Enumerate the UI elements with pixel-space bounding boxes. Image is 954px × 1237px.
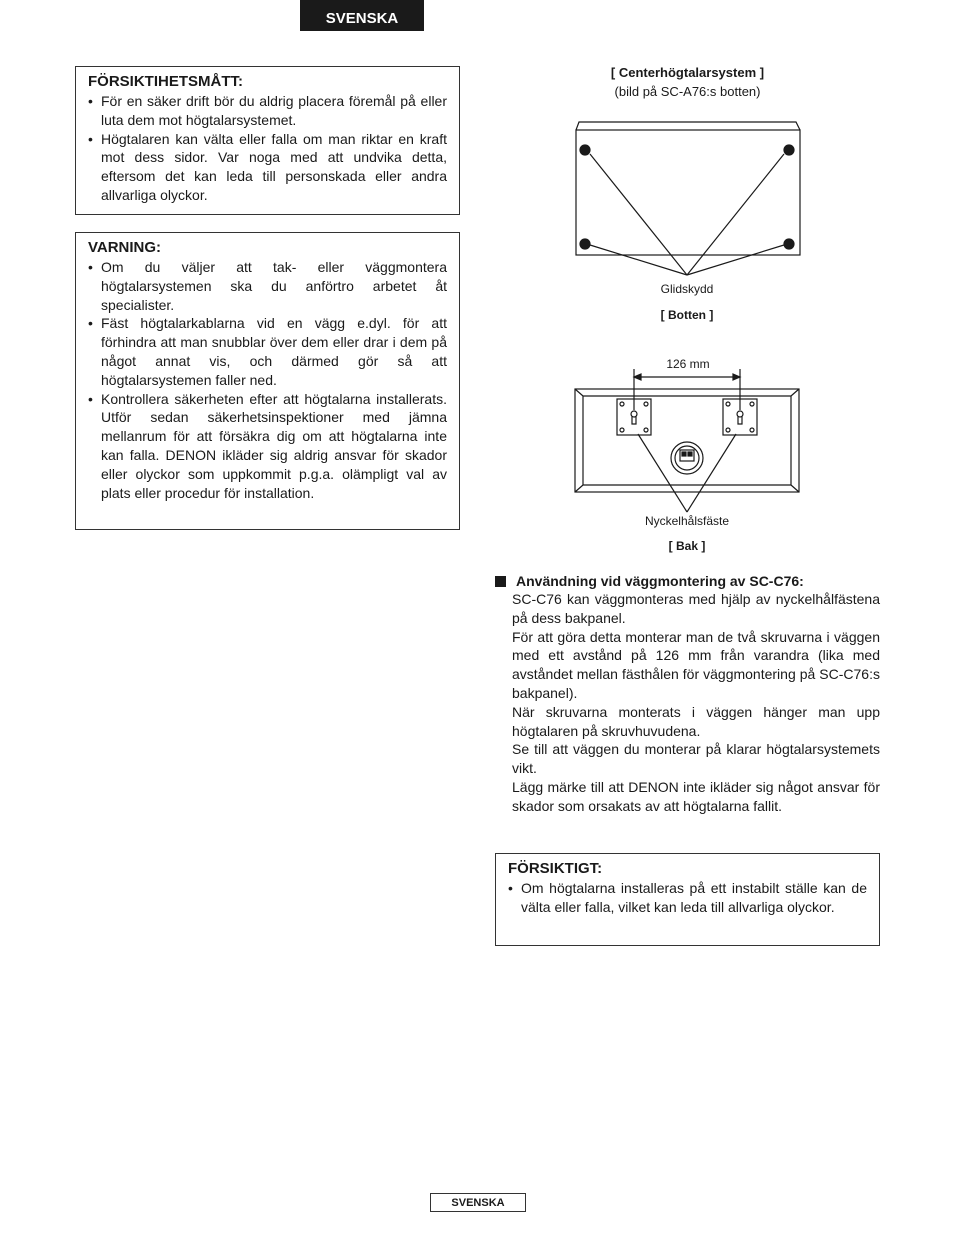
leader-line: [590, 154, 687, 275]
diagram-title: [ Centerhögtalarsystem ]: [610, 65, 765, 80]
wall-mount-paragraph: Se till att väggen du monterar på klarar högtalarsystemets vikt.: [512, 741, 880, 777]
glide-foot-top-left: [580, 145, 590, 155]
bottom-view: [576, 122, 800, 275]
glide-foot-bottom-right: [784, 239, 794, 249]
speaker-top-lip: [576, 122, 800, 130]
glide-label: Glidskydd: [660, 282, 714, 296]
speaker-back-outer: [575, 389, 799, 492]
glide-foot-bottom-left: [580, 239, 590, 249]
speaker-terminal: [671, 442, 703, 474]
wall-mount-paragraph: Lägg märke till att DENON inte ikläder sig något ansvar för skador som orsakats av att högtalarna fallit.: [512, 778, 880, 814]
speaker-back-bevel-top: [575, 389, 799, 396]
square-bullet-icon: [495, 576, 506, 587]
caution2-list: [508, 879, 867, 917]
caution2-box: [495, 853, 880, 946]
glide-foot-top-right: [784, 145, 794, 155]
back-label: [ Bak ]: [668, 539, 706, 553]
dimension-arrow-left: [634, 374, 641, 380]
warning-item: • Om du väljer att tak- eller väggmontera högtalarsystemen ska du anförtro arbetet åt specialister.: [88, 258, 447, 314]
caution-item: • Högtalaren kan välta eller falla om man riktar en kraft mot dess sidor. Var noga med att undvika detta, eftersom det kan leda till personskada eller andra allvarliga olyckor.: [88, 130, 447, 205]
caution-item: • För en säker drift bör du aldrig placera föremål på eller luta dem mot högtalarsystemet.: [88, 92, 447, 130]
wall-mount-paragraph: När skruvarna monterats i väggen hänger man upp högtalaren på skruvhuvudena.: [512, 703, 880, 739]
dimension-label: 126 mm: [666, 357, 710, 371]
wall-mount-paragraph: SC-C76 kan väggmonteras med hjälp av nyckelhålfästena på dess bakpanel.: [512, 591, 880, 626]
warning-item: • Kontrollera säkerheten efter att högtalarna installerats. Utför sedan säkerhetsinspektioner med jämna mellanrum för att försäkra dig om att högtalarna inte kan falla. DENON ikläder sig aldrig ansvar för skador eller olyckor som uppkommit p.g.a. olämpligt val av plats eller procedur för installation.: [88, 390, 447, 503]
wall-mount-section: [495, 572, 880, 816]
back-view: [575, 369, 799, 512]
diagram-subtitle: (bild på SC-A76:s botten): [614, 84, 761, 99]
language-tab: SVENSKA: [300, 0, 424, 31]
leader-line: [687, 434, 736, 512]
leader-line: [687, 245, 784, 275]
bottom-label: [ Botten ]: [660, 308, 714, 322]
caution-title: FÖRSIKTIHETSMÅTT:: [88, 73, 243, 90]
caution2-item: • Om högtalarna installeras på ett instabilt ställe kan de välta eller falla, vilket kan leda till allvarliga olyckor.: [508, 879, 867, 917]
wall-mount-heading: Användning vid väggmontering av SC-C76:: [495, 572, 880, 590]
leader-line: [687, 154, 784, 275]
warning-title: VARNING:: [88, 239, 162, 256]
speaker-bottom-outline: [576, 130, 800, 255]
footer-language-tab: SVENSKA: [430, 1193, 526, 1212]
keyhole-label: Nyckelhålsfäste: [644, 514, 730, 528]
warning-item: • Fäst högtalarkablarna vid en vägg e.dyl. för att förhindra att man snubblar över dem eller drar i dem på något annat vis, och därmed gör så att högtalarsystemen faller ned.: [88, 314, 447, 389]
dimension-arrow-right: [733, 374, 740, 380]
wall-mount-paragraph: För att göra detta monterar man de två skruvarna i väggen med ett avstånd på 126 mm från varandra (lika med avståndet mellan fästhålen för väggmontering på SC-C76:s bakpanel).: [512, 628, 880, 701]
speaker-back-bevel-bottom: [575, 485, 799, 492]
caution2-title: FÖRSIKTIGT:: [508, 860, 603, 877]
leader-line: [590, 245, 687, 275]
leader-line: [638, 434, 687, 512]
